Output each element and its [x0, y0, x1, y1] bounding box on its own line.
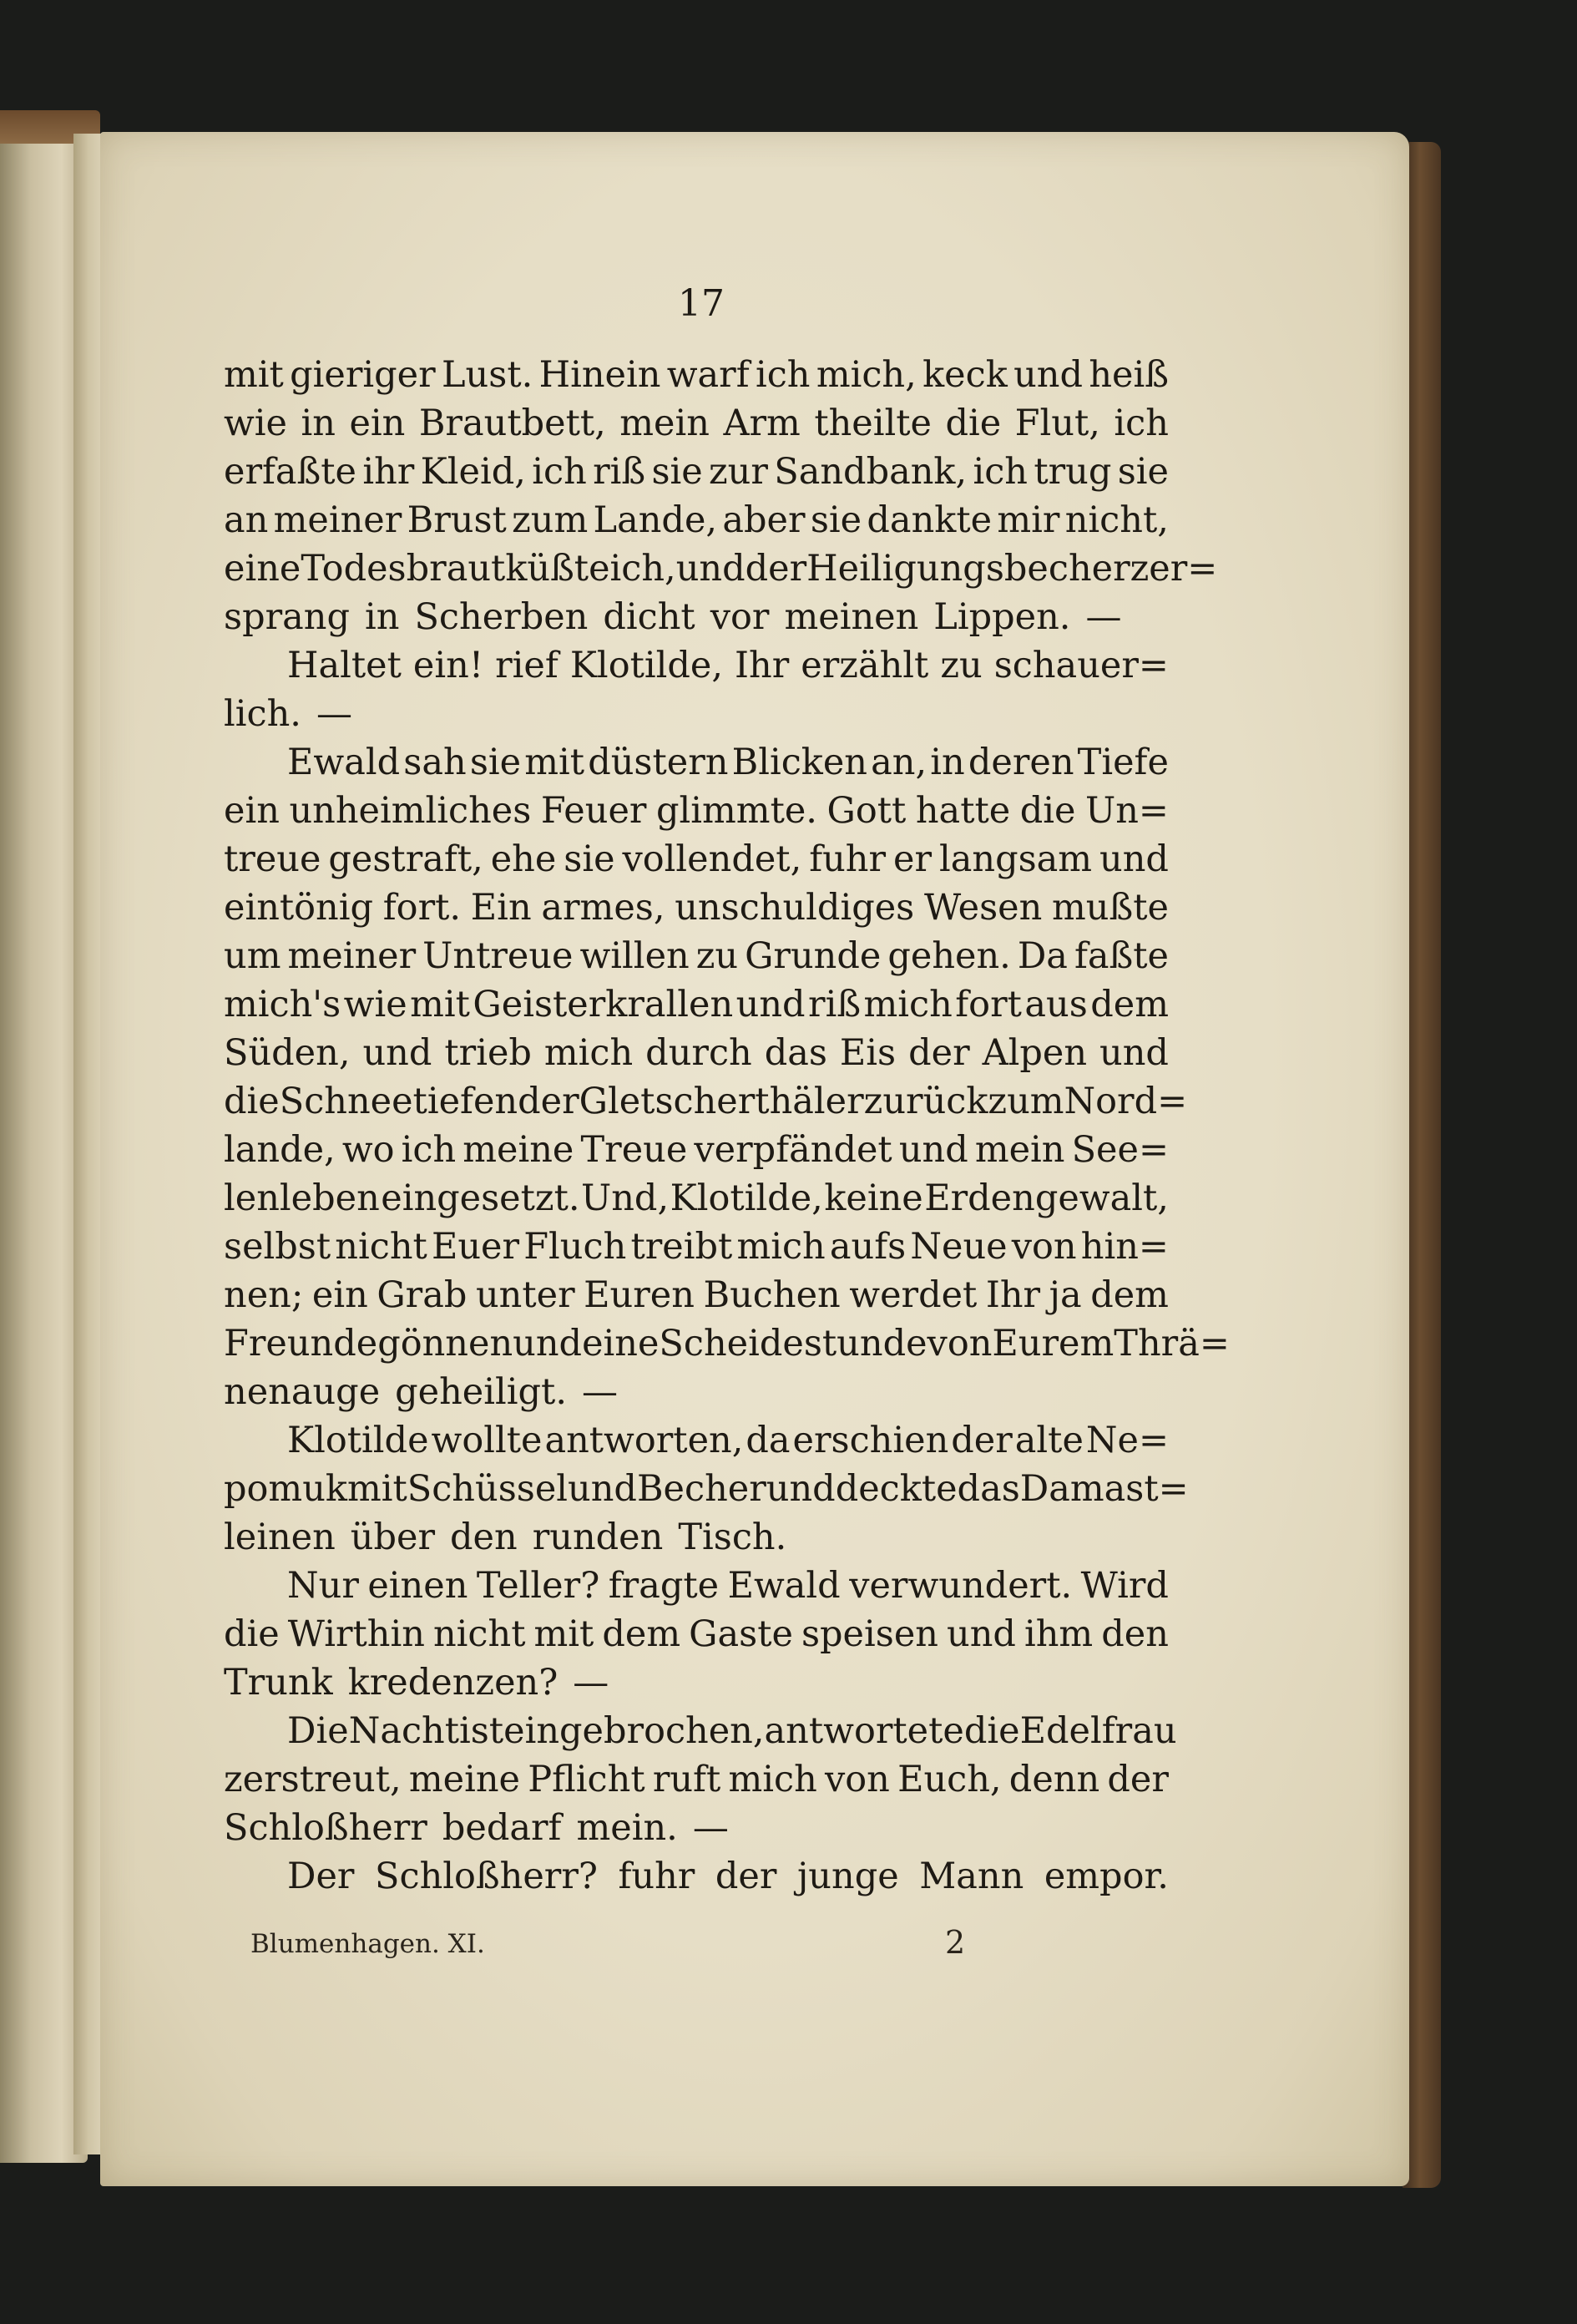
word: Edelfrau — [1019, 1710, 1177, 1752]
text-line — [224, 884, 1169, 932]
word: vollendet, — [622, 838, 802, 880]
word: Brautbett, — [418, 403, 606, 444]
word: aufs — [829, 1226, 907, 1268]
word: Haltet — [287, 645, 402, 686]
word: mit — [524, 742, 585, 783]
word: Klotilde, — [670, 1177, 823, 1219]
word: riß — [593, 451, 646, 493]
word: Da — [1017, 935, 1068, 977]
word: heiß — [1089, 354, 1169, 396]
text-line — [224, 351, 1169, 399]
word: fort — [955, 984, 1022, 1025]
word: ich — [1114, 403, 1169, 444]
word: mit — [346, 1468, 407, 1510]
word: hin= — [1080, 1226, 1169, 1268]
word: und — [675, 548, 746, 590]
word: sie — [810, 499, 862, 541]
body-text — [224, 351, 1230, 1901]
word: verpfändet — [694, 1129, 892, 1171]
word: Lippen. — [933, 596, 1071, 638]
text-line — [224, 1852, 1169, 1901]
word: geheiligt. — [395, 1371, 567, 1413]
word: Wird — [1080, 1565, 1169, 1607]
word: Gletscherthäler — [579, 1081, 864, 1122]
text-line — [224, 1077, 1188, 1126]
word: nen; — [224, 1274, 304, 1316]
text-line — [224, 1804, 1169, 1852]
word: einen — [367, 1565, 468, 1607]
word: Der — [287, 1856, 355, 1897]
word: meiner — [273, 499, 402, 541]
word: dem — [1090, 1274, 1169, 1316]
word: in — [930, 742, 965, 783]
word: Die — [287, 1710, 349, 1752]
word: ihm — [1024, 1613, 1094, 1655]
word: Lust. — [442, 354, 533, 396]
word: das — [957, 1468, 1020, 1510]
word: mich — [736, 1226, 826, 1268]
word: ich — [401, 1129, 457, 1171]
word: Scherben — [414, 596, 589, 638]
word: ihr — [362, 451, 415, 493]
word: ich — [755, 354, 811, 396]
word: Flut, — [1014, 403, 1100, 444]
word: Schloßherr? — [375, 1856, 598, 1897]
word: hatte — [915, 790, 1011, 832]
word: gönnen — [377, 1323, 513, 1365]
word: erfaßte — [224, 451, 357, 493]
word: von — [824, 1759, 890, 1800]
word: willen — [579, 935, 690, 977]
word: kredenzen? — [347, 1662, 559, 1704]
word: wie — [343, 984, 407, 1025]
word: Wirthin — [287, 1613, 425, 1655]
word: Untreue — [422, 935, 574, 977]
word: fort. — [382, 887, 462, 929]
word: von — [1011, 1226, 1077, 1268]
word: aus — [1024, 984, 1088, 1025]
word: speisen — [801, 1613, 938, 1655]
word: Alpen — [982, 1032, 1088, 1074]
text-line — [224, 641, 1169, 690]
word: der — [745, 548, 807, 590]
word: — — [692, 1807, 729, 1849]
word: und — [898, 1129, 968, 1171]
word: meinen — [784, 596, 919, 638]
text-line — [224, 1029, 1169, 1077]
word: Nur — [287, 1565, 359, 1607]
text-line — [224, 787, 1169, 835]
word: werdet — [849, 1274, 978, 1316]
word: nicht, — [1064, 499, 1169, 541]
word: der — [908, 1032, 970, 1074]
word: glimmte. — [656, 790, 817, 832]
footer-signature: Blumenhagen. XI. — [250, 1929, 485, 1959]
word: den — [450, 1516, 518, 1558]
word: See= — [1071, 1129, 1169, 1171]
word: unschuldiges — [675, 887, 915, 929]
word: lich. — [224, 693, 301, 735]
word: die — [945, 403, 1002, 444]
word: fuhr — [809, 838, 887, 880]
word: Feuer — [540, 790, 647, 832]
word: junge — [796, 1856, 899, 1897]
word: Ne= — [1085, 1420, 1169, 1461]
word: antwortete — [764, 1710, 964, 1752]
word: mich, — [816, 354, 917, 396]
word: da — [746, 1420, 791, 1461]
text-line — [224, 1223, 1169, 1271]
word: aber — [722, 499, 806, 541]
word: ich — [973, 451, 1028, 493]
text-line — [224, 980, 1169, 1029]
word: Brust — [407, 499, 507, 541]
word: Lande, — [593, 499, 718, 541]
word: fragte — [608, 1565, 720, 1607]
word: ein — [224, 790, 280, 832]
word: Ein — [470, 887, 532, 929]
word: schauer= — [993, 645, 1169, 686]
word: an — [224, 499, 269, 541]
text-line — [224, 690, 1169, 738]
text-line — [224, 1368, 1169, 1416]
word: küßte — [505, 548, 610, 590]
word: warf — [666, 354, 750, 396]
word: Buchen — [703, 1274, 841, 1316]
word: mußte — [1052, 887, 1169, 929]
word: theilte — [814, 403, 932, 444]
word: das — [764, 1032, 827, 1074]
word: an, — [871, 742, 927, 783]
word: lenleben — [224, 1177, 380, 1219]
word: eingebrochen, — [503, 1710, 765, 1752]
word: erschien — [792, 1420, 949, 1461]
word: verwundert. — [849, 1565, 1073, 1607]
word: Eurem — [992, 1323, 1115, 1365]
word: Eis — [839, 1032, 897, 1074]
word: der — [518, 1081, 579, 1122]
word: meine — [408, 1759, 520, 1800]
word: Treue — [580, 1129, 688, 1171]
word: die — [963, 1710, 1020, 1752]
word: Un= — [1085, 790, 1169, 832]
word: die — [1019, 790, 1076, 832]
word: keck — [922, 354, 1008, 396]
word: Trunk — [224, 1662, 333, 1704]
text-line — [224, 1126, 1169, 1174]
word: mein — [619, 403, 710, 444]
word: Kleid, — [420, 451, 526, 493]
word: Todesbraut — [301, 548, 506, 590]
text-line — [224, 932, 1169, 980]
word: durch — [645, 1032, 752, 1074]
word: zur — [709, 451, 768, 493]
word: alte — [1014, 1420, 1084, 1461]
word: er — [893, 838, 933, 880]
word: Klotilde, — [569, 645, 724, 686]
word: Ewald — [727, 1565, 841, 1607]
word: riß — [808, 984, 862, 1025]
word: Und, — [581, 1177, 670, 1219]
text-line — [224, 399, 1169, 448]
word: um — [224, 935, 281, 977]
word: Gott — [826, 790, 907, 832]
word: wie — [224, 403, 288, 444]
word: Arm — [723, 403, 801, 444]
word: armes, — [541, 887, 665, 929]
word: und — [1099, 838, 1169, 880]
word: dem — [1090, 984, 1169, 1025]
word: Neue — [910, 1226, 1008, 1268]
word: sie — [1117, 451, 1169, 493]
word: trug — [1034, 451, 1112, 493]
word: fuhr — [618, 1856, 695, 1897]
word: über — [350, 1516, 436, 1558]
word: wo — [341, 1129, 395, 1171]
word: Teller? — [476, 1565, 600, 1607]
word: ich, — [609, 548, 676, 590]
word: zu — [940, 645, 983, 686]
word: Tisch. — [678, 1516, 787, 1558]
word: eine — [582, 1323, 660, 1365]
word: eine — [224, 548, 301, 590]
word: ein — [349, 403, 406, 444]
word: ruft — [652, 1759, 721, 1800]
word: und — [947, 1613, 1016, 1655]
text-line — [224, 1319, 1230, 1368]
word: zer= — [1130, 548, 1218, 590]
word: runden — [532, 1516, 664, 1558]
word: Freunde — [224, 1323, 378, 1365]
word: keine — [824, 1177, 923, 1219]
word: selbst — [224, 1226, 331, 1268]
word: und — [362, 1032, 432, 1074]
word: treue — [224, 838, 321, 880]
word: nicht — [335, 1226, 427, 1268]
word: deren — [968, 742, 1074, 783]
text-line — [224, 1465, 1189, 1513]
word: in — [301, 403, 336, 444]
word: Scheidestunde — [659, 1323, 927, 1365]
word: Tiefe — [1077, 742, 1169, 783]
word: ein — [311, 1274, 368, 1316]
word: Grunde — [745, 935, 882, 977]
word: vor — [710, 596, 770, 638]
text-line — [224, 1610, 1169, 1658]
word: langsam — [938, 838, 1093, 880]
word: pomuk — [224, 1468, 347, 1510]
word: der — [951, 1420, 1013, 1461]
text-line — [224, 738, 1169, 787]
word: rief — [495, 645, 559, 686]
word: Klotilde — [287, 1420, 429, 1461]
footer-sheet-number: 2 — [945, 1924, 966, 1961]
word: mich's — [224, 984, 341, 1025]
word: nenauge — [224, 1371, 381, 1413]
word: dicht — [603, 596, 695, 638]
word: empor. — [1044, 1856, 1169, 1897]
word: sie — [651, 451, 703, 493]
word: Pflicht — [528, 1759, 645, 1800]
word: Hinein — [538, 354, 661, 396]
word: leinen — [224, 1516, 336, 1558]
word: sprang — [224, 596, 351, 638]
word: denn — [1008, 1759, 1100, 1800]
text-line — [224, 1755, 1169, 1804]
word: — — [1085, 596, 1122, 638]
word: ehe — [490, 838, 557, 880]
word: zurück — [863, 1081, 988, 1122]
word: zu — [695, 935, 739, 977]
word: lande, — [224, 1129, 336, 1171]
text-line — [224, 1416, 1169, 1465]
word: und — [735, 984, 806, 1025]
word: die — [224, 1613, 280, 1655]
word: zum — [988, 1081, 1064, 1122]
word: Fluch — [523, 1226, 627, 1268]
word: treibt — [630, 1226, 733, 1268]
word: gehen. — [887, 935, 1011, 977]
word: und — [1099, 1032, 1169, 1074]
word: Euch, — [897, 1759, 1002, 1800]
word: und — [766, 1468, 836, 1510]
word: Geisterkrallen — [473, 984, 734, 1025]
word: Euer — [431, 1226, 520, 1268]
word: mich — [728, 1759, 817, 1800]
word: Thrä= — [1114, 1323, 1230, 1365]
text-line — [224, 1513, 1169, 1562]
word: Nacht — [348, 1710, 460, 1752]
word: düstern — [588, 742, 729, 783]
word: Sandbank, — [774, 451, 968, 493]
word: wollte — [431, 1420, 543, 1461]
word: der — [1107, 1759, 1169, 1800]
word: Mann — [919, 1856, 1024, 1897]
word: mit — [224, 354, 284, 396]
word: Schüssel — [407, 1468, 569, 1510]
word: sie — [469, 742, 522, 783]
word: Süden, — [224, 1032, 351, 1074]
word: sie — [564, 838, 615, 880]
word: Nord= — [1064, 1081, 1188, 1122]
word: deckte — [835, 1468, 958, 1510]
word: gieriger — [290, 354, 436, 396]
word: nicht — [432, 1613, 526, 1655]
word: eintönig — [224, 887, 374, 929]
word: ja — [1049, 1274, 1082, 1316]
word: Ihr — [985, 1274, 1041, 1316]
text-line — [224, 448, 1169, 496]
word: Wesen — [923, 887, 1043, 929]
word: Erdengewalt, — [924, 1177, 1169, 1219]
word: ich — [532, 451, 587, 493]
word: Ihr — [735, 645, 790, 686]
text-line — [224, 1562, 1169, 1610]
word: mit — [410, 984, 470, 1025]
word: Blicken — [731, 742, 867, 783]
text-line — [224, 1174, 1169, 1223]
word: erzählt — [801, 645, 929, 686]
word: bedarf — [442, 1807, 562, 1849]
word: mit — [533, 1613, 594, 1655]
word: Gaste — [689, 1613, 793, 1655]
word: Grab — [377, 1274, 468, 1316]
word: dem — [602, 1613, 681, 1655]
word: dankte — [867, 499, 993, 541]
word: mich — [543, 1032, 634, 1074]
word: von — [927, 1323, 993, 1365]
word: trieb — [444, 1032, 532, 1074]
word: eingesetzt. — [381, 1177, 580, 1219]
word: mein. — [576, 1807, 678, 1849]
word: mir — [997, 499, 1060, 541]
word: unter — [475, 1274, 575, 1316]
word: Euren — [584, 1274, 695, 1316]
word: der — [715, 1856, 777, 1897]
text-line — [224, 593, 1169, 641]
word: Heiligungsbecher — [806, 548, 1130, 590]
word: die — [224, 1081, 280, 1122]
text-line — [224, 1658, 1169, 1707]
word: antworten, — [544, 1420, 744, 1461]
text-line — [224, 1707, 1177, 1755]
text-line — [224, 1271, 1169, 1319]
word: mein — [974, 1129, 1065, 1171]
text-line — [224, 835, 1169, 884]
word: Damast= — [1019, 1468, 1189, 1510]
word: und — [568, 1468, 637, 1510]
word: meiner — [287, 935, 417, 977]
word: Becher — [636, 1468, 766, 1510]
word: ein! — [412, 645, 484, 686]
word: unheimliches — [289, 790, 532, 832]
word: zum — [512, 499, 589, 541]
word: meine — [462, 1129, 574, 1171]
word: und — [513, 1323, 583, 1365]
word: — — [582, 1371, 618, 1413]
word: den — [1101, 1613, 1169, 1655]
word: — — [573, 1662, 609, 1704]
word: Schloßherr — [224, 1807, 427, 1849]
word: und — [1013, 354, 1083, 396]
word: in — [365, 596, 400, 638]
word: Schneetiefen — [279, 1081, 518, 1122]
word: Ewald — [287, 742, 401, 783]
word: faßte — [1074, 935, 1169, 977]
word: sah — [403, 742, 467, 783]
word: — — [316, 693, 352, 735]
word: gestraft, — [328, 838, 483, 880]
word: mich — [863, 984, 953, 1025]
word: zerstreut, — [224, 1759, 402, 1800]
page-number: 17 — [678, 282, 725, 325]
text-line — [224, 496, 1169, 544]
word: ist — [459, 1710, 504, 1752]
text-line — [224, 544, 1218, 593]
